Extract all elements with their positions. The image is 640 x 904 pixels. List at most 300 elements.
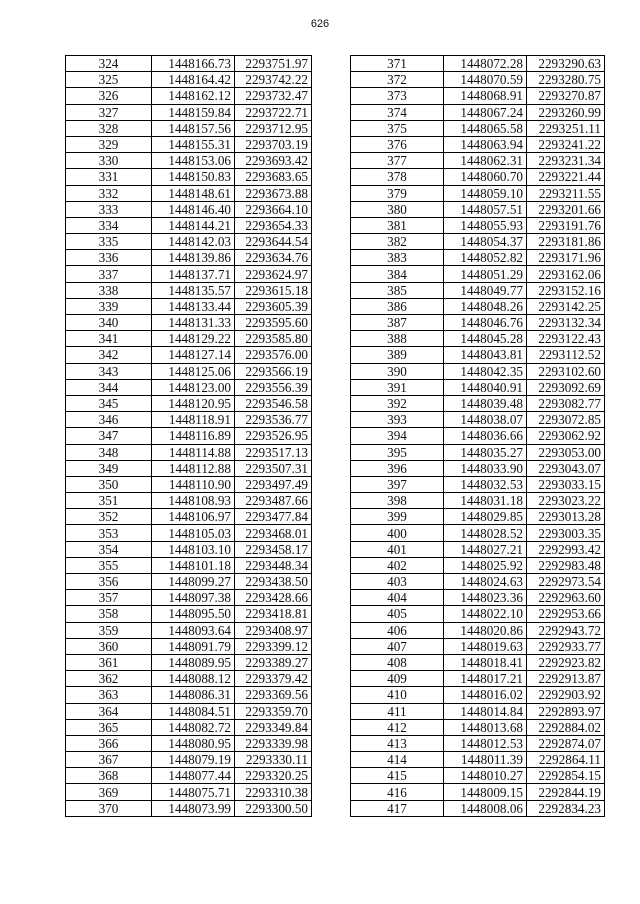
y-coordinate-cell: 2292993.42: [527, 541, 605, 557]
table-body: [351, 56, 605, 817]
x-coordinate-cell: 1448118.91: [152, 412, 235, 428]
y-coordinate-cell: 2293477.84: [235, 509, 312, 525]
point-number-cell: 359: [66, 622, 152, 638]
table-row: [66, 493, 312, 509]
y-coordinate-cell: 2293290.63: [527, 56, 605, 72]
x-coordinate-cell: 1448127.14: [152, 347, 235, 363]
y-coordinate-cell: 2293191.76: [527, 217, 605, 233]
table-row: [351, 104, 605, 120]
table-row: [66, 460, 312, 476]
y-coordinate-cell: 2293389.27: [235, 654, 312, 670]
x-coordinate-cell: 1448139.86: [152, 250, 235, 266]
point-number-cell: 409: [351, 671, 444, 687]
x-coordinate-cell: 1448103.10: [152, 541, 235, 557]
point-number-cell: 392: [351, 395, 444, 411]
table-row: [351, 282, 605, 298]
y-coordinate-cell: 2293536.77: [235, 412, 312, 428]
point-number-cell: 399: [351, 509, 444, 525]
table-row: [351, 525, 605, 541]
table-row: [351, 379, 605, 395]
table-row: [66, 671, 312, 687]
y-coordinate-cell: 2292943.72: [527, 622, 605, 638]
point-number-cell: 373: [351, 88, 444, 104]
point-number-cell: 328: [66, 120, 152, 136]
y-coordinate-cell: 2293634.76: [235, 250, 312, 266]
point-number-cell: 329: [66, 136, 152, 152]
table-row: [351, 703, 605, 719]
point-number-cell: 368: [66, 768, 152, 784]
table-row: [351, 671, 605, 687]
x-coordinate-cell: 1448162.12: [152, 88, 235, 104]
y-coordinate-cell: 2293092.69: [527, 379, 605, 395]
point-number-cell: 357: [66, 590, 152, 606]
point-number-cell: 385: [351, 282, 444, 298]
table-row: [66, 509, 312, 525]
point-number-cell: 342: [66, 347, 152, 363]
table-row: [66, 784, 312, 800]
y-coordinate-cell: 2293732.47: [235, 88, 312, 104]
point-number-cell: 389: [351, 347, 444, 363]
coordinate-table-left: [65, 55, 312, 817]
y-coordinate-cell: 2292844.19: [527, 784, 605, 800]
table-row: [351, 201, 605, 217]
point-number-cell: 416: [351, 784, 444, 800]
table-row: [351, 752, 605, 768]
y-coordinate-cell: 2293703.19: [235, 136, 312, 152]
x-coordinate-cell: 1448146.40: [152, 201, 235, 217]
x-coordinate-cell: 1448095.50: [152, 606, 235, 622]
point-number-cell: 351: [66, 493, 152, 509]
table-row: [66, 363, 312, 379]
y-coordinate-cell: 2293712.95: [235, 120, 312, 136]
table-row: [66, 622, 312, 638]
point-number-cell: 366: [66, 735, 152, 751]
x-coordinate-cell: 1448088.12: [152, 671, 235, 687]
table-row: [351, 217, 605, 233]
x-coordinate-cell: 1448135.57: [152, 282, 235, 298]
table-row: [66, 444, 312, 460]
y-coordinate-cell: 2292973.54: [527, 574, 605, 590]
table-row: [351, 412, 605, 428]
y-coordinate-cell: 2293122.43: [527, 331, 605, 347]
y-coordinate-cell: 2293654.33: [235, 217, 312, 233]
point-number-cell: 391: [351, 379, 444, 395]
y-coordinate-cell: 2293023.22: [527, 493, 605, 509]
y-coordinate-cell: 2293330.11: [235, 752, 312, 768]
y-coordinate-cell: 2293595.60: [235, 315, 312, 331]
table-row: [351, 800, 605, 816]
x-coordinate-cell: 1448028.52: [444, 525, 527, 541]
x-coordinate-cell: 1448112.88: [152, 460, 235, 476]
point-number-cell: 346: [66, 412, 152, 428]
table-row: [66, 169, 312, 185]
point-number-cell: 348: [66, 444, 152, 460]
x-coordinate-cell: 1448155.31: [152, 136, 235, 152]
x-coordinate-cell: 1448052.82: [444, 250, 527, 266]
table-row: [66, 266, 312, 282]
point-number-cell: 387: [351, 315, 444, 331]
point-number-cell: 341: [66, 331, 152, 347]
x-coordinate-cell: 1448062.31: [444, 153, 527, 169]
point-number-cell: 344: [66, 379, 152, 395]
x-coordinate-cell: 1448019.63: [444, 638, 527, 654]
x-coordinate-cell: 1448029.85: [444, 509, 527, 525]
table-row: [351, 153, 605, 169]
x-coordinate-cell: 1448073.99: [152, 800, 235, 816]
table-row: [351, 476, 605, 492]
x-coordinate-cell: 1448131.33: [152, 315, 235, 331]
y-coordinate-cell: 2293162.06: [527, 266, 605, 282]
point-number-cell: 379: [351, 185, 444, 201]
point-number-cell: 400: [351, 525, 444, 541]
x-coordinate-cell: 1448049.77: [444, 282, 527, 298]
table-row: [351, 395, 605, 411]
x-coordinate-cell: 1448101.18: [152, 557, 235, 573]
point-number-cell: 386: [351, 298, 444, 314]
point-number-cell: 378: [351, 169, 444, 185]
point-number-cell: 408: [351, 654, 444, 670]
table-row: [66, 136, 312, 152]
table-row: [66, 217, 312, 233]
x-coordinate-cell: 1448082.72: [152, 719, 235, 735]
x-coordinate-cell: 1448114.88: [152, 444, 235, 460]
x-coordinate-cell: 1448033.90: [444, 460, 527, 476]
table-row: [66, 735, 312, 751]
y-coordinate-cell: 2293576.00: [235, 347, 312, 363]
y-coordinate-cell: 2293211.55: [527, 185, 605, 201]
point-number-cell: 338: [66, 282, 152, 298]
point-number-cell: 376: [351, 136, 444, 152]
x-coordinate-cell: 1448164.42: [152, 72, 235, 88]
point-number-cell: 370: [66, 800, 152, 816]
x-coordinate-cell: 1448010.27: [444, 768, 527, 784]
point-number-cell: 397: [351, 476, 444, 492]
y-coordinate-cell: 2292903.92: [527, 687, 605, 703]
table-row: [351, 136, 605, 152]
x-coordinate-cell: 1448051.29: [444, 266, 527, 282]
y-coordinate-cell: 2292933.77: [527, 638, 605, 654]
x-coordinate-cell: 1448097.38: [152, 590, 235, 606]
table-row: [351, 185, 605, 201]
y-coordinate-cell: 2293399.12: [235, 638, 312, 654]
y-coordinate-cell: 2293300.50: [235, 800, 312, 816]
x-coordinate-cell: 1448057.51: [444, 201, 527, 217]
table-row: [351, 250, 605, 266]
x-coordinate-cell: 1448055.93: [444, 217, 527, 233]
y-coordinate-cell: 2293102.60: [527, 363, 605, 379]
point-number-cell: 350: [66, 476, 152, 492]
x-coordinate-cell: 1448024.63: [444, 574, 527, 590]
point-number-cell: 327: [66, 104, 152, 120]
table-row: [66, 201, 312, 217]
point-number-cell: 412: [351, 719, 444, 735]
y-coordinate-cell: 2293043.07: [527, 460, 605, 476]
x-coordinate-cell: 1448110.90: [152, 476, 235, 492]
table-row: [351, 735, 605, 751]
y-coordinate-cell: 2293142.25: [527, 298, 605, 314]
table-row: [66, 719, 312, 735]
table-row: [351, 784, 605, 800]
table-row: [66, 638, 312, 654]
point-number-cell: 362: [66, 671, 152, 687]
point-number-cell: 360: [66, 638, 152, 654]
point-number-cell: 380: [351, 201, 444, 217]
table-row: [66, 315, 312, 331]
point-number-cell: 331: [66, 169, 152, 185]
x-coordinate-cell: 1448022.10: [444, 606, 527, 622]
x-coordinate-cell: 1448054.37: [444, 234, 527, 250]
table-row: [351, 590, 605, 606]
x-coordinate-cell: 1448065.58: [444, 120, 527, 136]
point-number-cell: 415: [351, 768, 444, 784]
x-coordinate-cell: 1448125.06: [152, 363, 235, 379]
x-coordinate-cell: 1448012.53: [444, 735, 527, 751]
point-number-cell: 413: [351, 735, 444, 751]
table-row: [351, 363, 605, 379]
point-number-cell: 336: [66, 250, 152, 266]
y-coordinate-cell: 2293241.22: [527, 136, 605, 152]
point-number-cell: 372: [351, 72, 444, 88]
x-coordinate-cell: 1448032.53: [444, 476, 527, 492]
x-coordinate-cell: 1448009.15: [444, 784, 527, 800]
x-coordinate-cell: 1448059.10: [444, 185, 527, 201]
table-row: [351, 557, 605, 573]
y-coordinate-cell: 2293369.56: [235, 687, 312, 703]
point-number-cell: 414: [351, 752, 444, 768]
point-number-cell: 333: [66, 201, 152, 217]
point-number-cell: 343: [66, 363, 152, 379]
y-coordinate-cell: 2293181.86: [527, 234, 605, 250]
point-number-cell: 332: [66, 185, 152, 201]
y-coordinate-cell: 2293683.65: [235, 169, 312, 185]
table-row: [66, 412, 312, 428]
y-coordinate-cell: 2293310.38: [235, 784, 312, 800]
table-row: [66, 331, 312, 347]
x-coordinate-cell: 1448038.07: [444, 412, 527, 428]
table-row: [66, 56, 312, 72]
point-number-cell: 354: [66, 541, 152, 557]
point-number-cell: 352: [66, 509, 152, 525]
x-coordinate-cell: 1448013.68: [444, 719, 527, 735]
y-coordinate-cell: 2293605.39: [235, 298, 312, 314]
y-coordinate-cell: 2293556.39: [235, 379, 312, 395]
x-coordinate-cell: 1448042.35: [444, 363, 527, 379]
point-number-cell: 337: [66, 266, 152, 282]
y-coordinate-cell: 2293408.97: [235, 622, 312, 638]
table-row: [66, 428, 312, 444]
point-number-cell: 334: [66, 217, 152, 233]
table-row: [66, 752, 312, 768]
point-number-cell: 405: [351, 606, 444, 622]
point-number-cell: 356: [66, 574, 152, 590]
table-row: [66, 800, 312, 816]
table-row: [351, 687, 605, 703]
y-coordinate-cell: 2292983.48: [527, 557, 605, 573]
table-row: [66, 525, 312, 541]
point-number-cell: 406: [351, 622, 444, 638]
x-coordinate-cell: 1448106.97: [152, 509, 235, 525]
y-coordinate-cell: 2293251.11: [527, 120, 605, 136]
point-number-cell: 407: [351, 638, 444, 654]
y-coordinate-cell: 2293438.50: [235, 574, 312, 590]
y-coordinate-cell: 2293379.42: [235, 671, 312, 687]
x-coordinate-cell: 1448043.81: [444, 347, 527, 363]
point-number-cell: 364: [66, 703, 152, 719]
point-number-cell: 410: [351, 687, 444, 703]
x-coordinate-cell: 1448040.91: [444, 379, 527, 395]
table-row: [66, 654, 312, 670]
y-coordinate-cell: 2293270.87: [527, 88, 605, 104]
point-number-cell: 324: [66, 56, 152, 72]
table-row: [66, 88, 312, 104]
x-coordinate-cell: 1448123.00: [152, 379, 235, 395]
x-coordinate-cell: 1448108.93: [152, 493, 235, 509]
y-coordinate-cell: 2293468.01: [235, 525, 312, 541]
x-coordinate-cell: 1448080.95: [152, 735, 235, 751]
x-coordinate-cell: 1448023.36: [444, 590, 527, 606]
x-coordinate-cell: 1448137.71: [152, 266, 235, 282]
coordinate-table-right: [350, 55, 605, 817]
table-row: [351, 266, 605, 282]
x-coordinate-cell: 1448027.21: [444, 541, 527, 557]
table-row: [66, 687, 312, 703]
y-coordinate-cell: 2293624.97: [235, 266, 312, 282]
x-coordinate-cell: 1448093.64: [152, 622, 235, 638]
table-row: [351, 347, 605, 363]
y-coordinate-cell: 2293448.34: [235, 557, 312, 573]
table-row: [66, 153, 312, 169]
x-coordinate-cell: 1448166.73: [152, 56, 235, 72]
y-coordinate-cell: 2293171.96: [527, 250, 605, 266]
y-coordinate-cell: 2293062.92: [527, 428, 605, 444]
table-row: [66, 72, 312, 88]
x-coordinate-cell: 1448048.26: [444, 298, 527, 314]
x-coordinate-cell: 1448060.70: [444, 169, 527, 185]
point-number-cell: 396: [351, 460, 444, 476]
y-coordinate-cell: 2293722.71: [235, 104, 312, 120]
x-coordinate-cell: 1448070.59: [444, 72, 527, 88]
table-row: [66, 476, 312, 492]
y-coordinate-cell: 2293132.34: [527, 315, 605, 331]
table-row: [351, 622, 605, 638]
table-row: [66, 379, 312, 395]
y-coordinate-cell: 2293644.54: [235, 234, 312, 250]
x-coordinate-cell: 1448018.41: [444, 654, 527, 670]
x-coordinate-cell: 1448011.39: [444, 752, 527, 768]
y-coordinate-cell: 2293585.80: [235, 331, 312, 347]
y-coordinate-cell: 2293231.34: [527, 153, 605, 169]
x-coordinate-cell: 1448046.76: [444, 315, 527, 331]
page-number: 626: [310, 18, 330, 30]
point-number-cell: 402: [351, 557, 444, 573]
point-number-cell: 339: [66, 298, 152, 314]
y-coordinate-cell: 2293033.15: [527, 476, 605, 492]
point-number-cell: 367: [66, 752, 152, 768]
table-row: [66, 574, 312, 590]
x-coordinate-cell: 1448099.27: [152, 574, 235, 590]
y-coordinate-cell: 2293742.22: [235, 72, 312, 88]
point-number-cell: 374: [351, 104, 444, 120]
y-coordinate-cell: 2292913.87: [527, 671, 605, 687]
y-coordinate-cell: 2292963.60: [527, 590, 605, 606]
x-coordinate-cell: 1448129.22: [152, 331, 235, 347]
point-number-cell: 395: [351, 444, 444, 460]
table-row: [66, 250, 312, 266]
table-row: [66, 282, 312, 298]
table-body: [66, 56, 312, 817]
point-number-cell: 390: [351, 363, 444, 379]
point-number-cell: 369: [66, 784, 152, 800]
y-coordinate-cell: 2292854.15: [527, 768, 605, 784]
y-coordinate-cell: 2292884.02: [527, 719, 605, 735]
table-row: [351, 719, 605, 735]
table-row: [351, 234, 605, 250]
point-number-cell: 417: [351, 800, 444, 816]
y-coordinate-cell: 2293566.19: [235, 363, 312, 379]
y-coordinate-cell: 2293693.42: [235, 153, 312, 169]
table-row: [351, 606, 605, 622]
x-coordinate-cell: 1448133.44: [152, 298, 235, 314]
x-coordinate-cell: 1448077.44: [152, 768, 235, 784]
y-coordinate-cell: 2292923.82: [527, 654, 605, 670]
x-coordinate-cell: 1448067.24: [444, 104, 527, 120]
y-coordinate-cell: 2293751.97: [235, 56, 312, 72]
y-coordinate-cell: 2293152.16: [527, 282, 605, 298]
point-number-cell: 349: [66, 460, 152, 476]
x-coordinate-cell: 1448031.18: [444, 493, 527, 509]
x-coordinate-cell: 1448014.84: [444, 703, 527, 719]
table-row: [351, 541, 605, 557]
x-coordinate-cell: 1448091.79: [152, 638, 235, 654]
x-coordinate-cell: 1448039.48: [444, 395, 527, 411]
point-number-cell: 384: [351, 266, 444, 282]
x-coordinate-cell: 1448063.94: [444, 136, 527, 152]
y-coordinate-cell: 2293418.81: [235, 606, 312, 622]
y-coordinate-cell: 2292864.11: [527, 752, 605, 768]
table-row: [66, 768, 312, 784]
table-row: [351, 88, 605, 104]
table-row: [66, 703, 312, 719]
x-coordinate-cell: 1448116.89: [152, 428, 235, 444]
table-row: [351, 315, 605, 331]
point-number-cell: 371: [351, 56, 444, 72]
point-number-cell: 358: [66, 606, 152, 622]
x-coordinate-cell: 1448142.03: [152, 234, 235, 250]
table-row: [66, 298, 312, 314]
x-coordinate-cell: 1448120.95: [152, 395, 235, 411]
point-number-cell: 383: [351, 250, 444, 266]
y-coordinate-cell: 2293072.85: [527, 412, 605, 428]
table-row: [66, 185, 312, 201]
table-row: [351, 574, 605, 590]
point-number-cell: 355: [66, 557, 152, 573]
x-coordinate-cell: 1448144.21: [152, 217, 235, 233]
x-coordinate-cell: 1448089.95: [152, 654, 235, 670]
table-row: [351, 509, 605, 525]
point-number-cell: 394: [351, 428, 444, 444]
x-coordinate-cell: 1448153.06: [152, 153, 235, 169]
point-number-cell: 381: [351, 217, 444, 233]
x-coordinate-cell: 1448025.92: [444, 557, 527, 573]
table-row: [351, 169, 605, 185]
y-coordinate-cell: 2292874.07: [527, 735, 605, 751]
x-coordinate-cell: 1448084.51: [152, 703, 235, 719]
y-coordinate-cell: 2293320.25: [235, 768, 312, 784]
y-coordinate-cell: 2293507.31: [235, 460, 312, 476]
table-row: [66, 606, 312, 622]
y-coordinate-cell: 2293487.66: [235, 493, 312, 509]
y-coordinate-cell: 2293280.75: [527, 72, 605, 88]
